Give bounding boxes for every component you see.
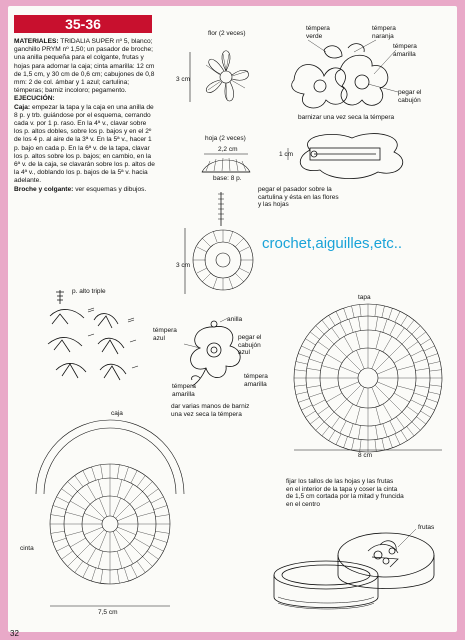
hoja-size-label: 2,2 cm [218, 146, 238, 153]
box-text: empezar la tapa y la caja en una anilla de 8 p. y trb. guiándose por el esquema, cerrando cada v. por 1 p. raso. En la 4ª v., clavar sobre los p. altos dobles, sobre los p. bajos y en el 2º de los 4 p. al aire de la 3ª v. En la 5ª v., hacer 1 p. bajo en cada p. En la 6ª v. de la tapa, clavar los p. altos sobre los p. bajos; en cambio, en la 6ª v. de la caja, se clavarán sobre los p. altos de la 4ª v., doblando los p. bajos de la 5ª v. hacia adelante. [14, 103, 155, 185]
tempera-naranja-label: témpera naranja [372, 25, 396, 40]
brooch-pin-illustration [290, 130, 420, 185]
brooch-title: Broche y colgante: [14, 185, 74, 193]
flor-size-label: 3 cm [176, 76, 191, 83]
watermark-text: crochet,aiguilles,etc.. [262, 235, 403, 252]
finished-box-illustration [268, 515, 448, 625]
tempera-amarilla-top-label: témpera amarilla [393, 43, 417, 58]
p-alto-triple-label: p. alto triple [72, 288, 106, 295]
pegar-cabujon-azul-label: pegar el cabujón azul [238, 334, 262, 356]
barnizar-label: barnizar una vez seca la témpera [298, 114, 395, 121]
caja-size-label: 7,5 cm [98, 609, 118, 616]
decorated-flowers-illustration [290, 40, 400, 115]
box-chart [30, 414, 190, 614]
materials-text: TRIDALIA SUPER nº 5, blanco; ganchillo PRYM nº 1,50; un pasador de broche; una anilla pequeña para el colgante, frutas y hojas para adornar la caja; cinta amarilla: 12 cm de 1,5 cm, y 30 cm de 0,6 cm; cabujones de 0,8 mm: 2 de col. ámbar y 1 azul; cartulina; témperas; barniz incoloro; pegamento. [14, 38, 155, 95]
brooch-paragraph [14, 186, 156, 194]
caja-label: caja [111, 410, 123, 417]
flor-label: flor (2 veces) [208, 30, 246, 37]
materials-title: MATERIALES: [14, 38, 59, 45]
box-title: Caja: [14, 103, 31, 111]
materials-paragraph [14, 38, 156, 95]
lid-chart [288, 298, 448, 463]
flower-pendant-illustration [180, 318, 245, 393]
fijar-label: fijar los tallos de las hojas y las frutas en el interior de la tapa y coser la cinta de 1,5 cm cortada por la mitad y fruncida en el centro [286, 478, 404, 508]
pendant-size-label: 3 cm [176, 262, 191, 269]
execution-title: EJECUCIÓN: [14, 95, 55, 103]
flower-chart [190, 40, 260, 115]
tapa-size-label: 8 cm [358, 452, 373, 459]
hoja-base-label: base: 8 p. [213, 175, 242, 182]
tempera-amarilla-left-label: témpera amarilla [172, 383, 196, 398]
brooch-size-label: 1 cm [279, 151, 294, 158]
hoja-label: hoja (2 veces) [205, 135, 246, 142]
cinta-label: cinta [20, 545, 34, 552]
tempera-verde-label: témpera verde [306, 25, 330, 40]
triple-stitch-diagrams [40, 284, 140, 384]
tempera-azul-label: témpera azul [153, 327, 177, 342]
anilla-label: anilla [227, 316, 243, 323]
tempera-amarilla-right-label: témpera amarilla [244, 373, 268, 388]
pegar-cabujon-top-label: pegar el cabujón [398, 89, 422, 104]
brooch-text: ver esquemas y dibujos. [75, 185, 147, 193]
pegar-pasador-label: pegar el pasador sobre la cartulina y ésta en las flores y las hojas [258, 186, 339, 208]
frutas-label: frutas [418, 524, 435, 531]
pendant-chart [185, 190, 265, 300]
box-paragraph [14, 104, 156, 186]
tapa-label: tapa [358, 294, 371, 301]
pattern-number-badge: 35-36 [14, 15, 152, 33]
page-number: 32 [10, 629, 19, 638]
dar-varias-label: dar varias manos de barniz una vez seca la témpera [171, 403, 250, 418]
instructions-column [14, 38, 156, 194]
